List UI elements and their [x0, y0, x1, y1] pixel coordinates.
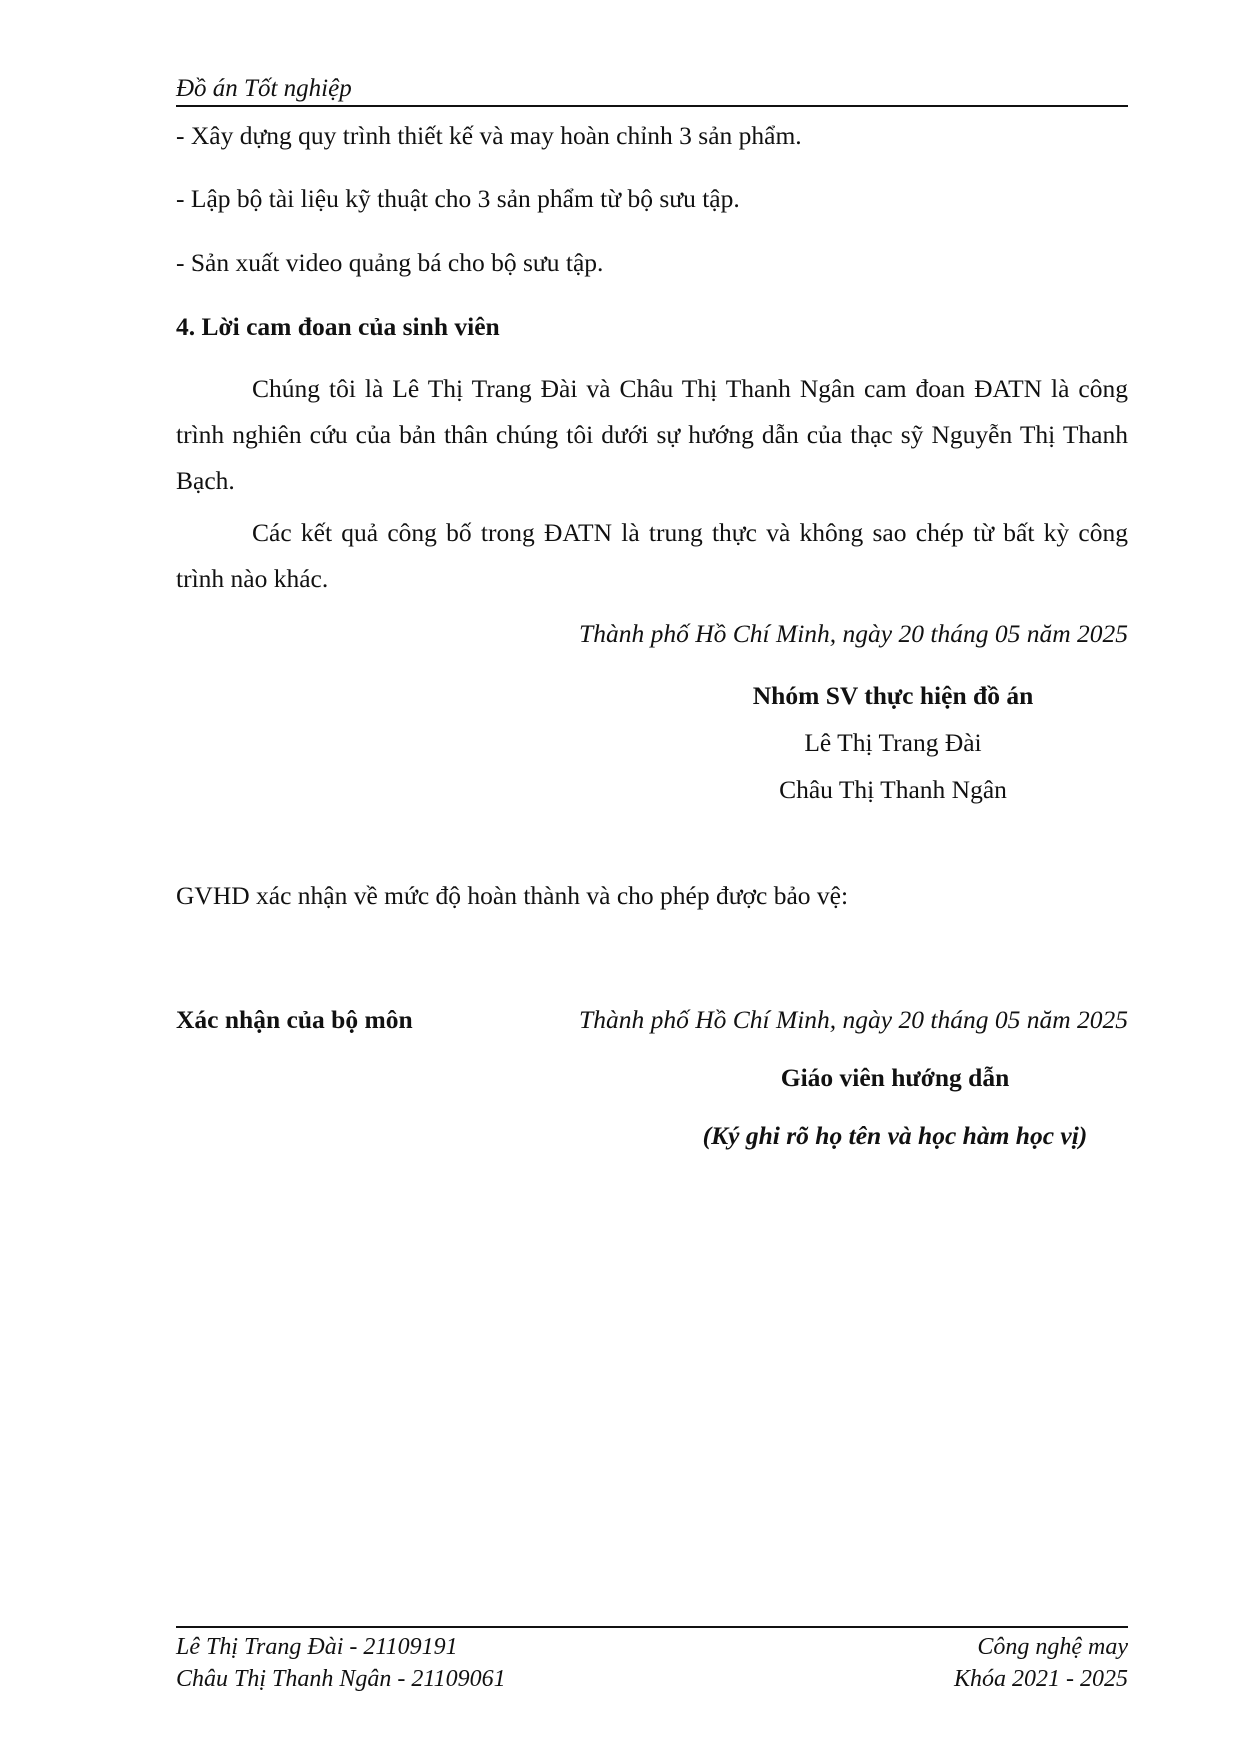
date-line-2: Thành phố Hồ Chí Minh, ngày 20 tháng 05 năm 2025	[579, 1005, 1128, 1034]
supervisor-title: Giáo viên hướng dẫn	[780, 1063, 1010, 1092]
bullet-item-3: - Sản xuất video quảng bá cho bộ sưu tập.	[176, 248, 604, 277]
section-heading: 4. Lời cam đoan của sinh viên	[176, 312, 500, 341]
supervisor-signature-note: (Ký ghi rõ họ tên và học hàm học vị)	[702, 1121, 1088, 1150]
paragraph-declaration: Chúng tôi là Lê Thị Trang Đài và Châu Thị Thanh Ngân cam đoan ĐATN là công trình nghiên cứu của bản thân chúng tôi dưới sự hướng dẫn của thạc sỹ Nguyễn Thị Thanh Bạch.	[176, 374, 1128, 495]
group-member-2: Châu Thị Thanh Ngân	[779, 775, 1007, 804]
header-divider	[176, 105, 1128, 107]
group-member-1: Lê Thị Trang Đài	[804, 728, 982, 757]
footer-author-1: Lê Thị Trang Đài - 21109191	[176, 1634, 458, 1660]
page-header-title: Đồ án Tốt nghiệp	[176, 75, 352, 102]
date-line-1: Thành phố Hồ Chí Minh, ngày 20 tháng 05 năm 2025	[579, 619, 1128, 648]
footer-course: Khóa 2021 - 2025	[954, 1666, 1128, 1692]
footer-major: Công nghệ may	[977, 1634, 1128, 1660]
paragraph-honesty: Các kết quả công bố trong ĐATN là trung thực và không sao chép từ bất kỳ công trình nào khác.	[176, 518, 1128, 593]
supervisor-confirmation: GVHD xác nhận về mức độ hoàn thành và cho phép được bảo vệ:	[176, 881, 849, 910]
bullet-item-1: - Xây dựng quy trình thiết kế và may hoàn chỉnh 3 sản phẩm.	[176, 121, 802, 150]
group-title: Nhóm SV thực hiện đồ án	[752, 681, 1034, 710]
bullet-item-2: - Lập bộ tài liệu kỹ thuật cho 3 sản phẩm từ bộ sưu tập.	[176, 184, 740, 213]
footer-author-2: Châu Thị Thanh Ngân - 21109061	[176, 1666, 506, 1692]
department-confirmation: Xác nhận của bộ môn	[176, 1005, 413, 1034]
footer-divider	[176, 1626, 1128, 1628]
